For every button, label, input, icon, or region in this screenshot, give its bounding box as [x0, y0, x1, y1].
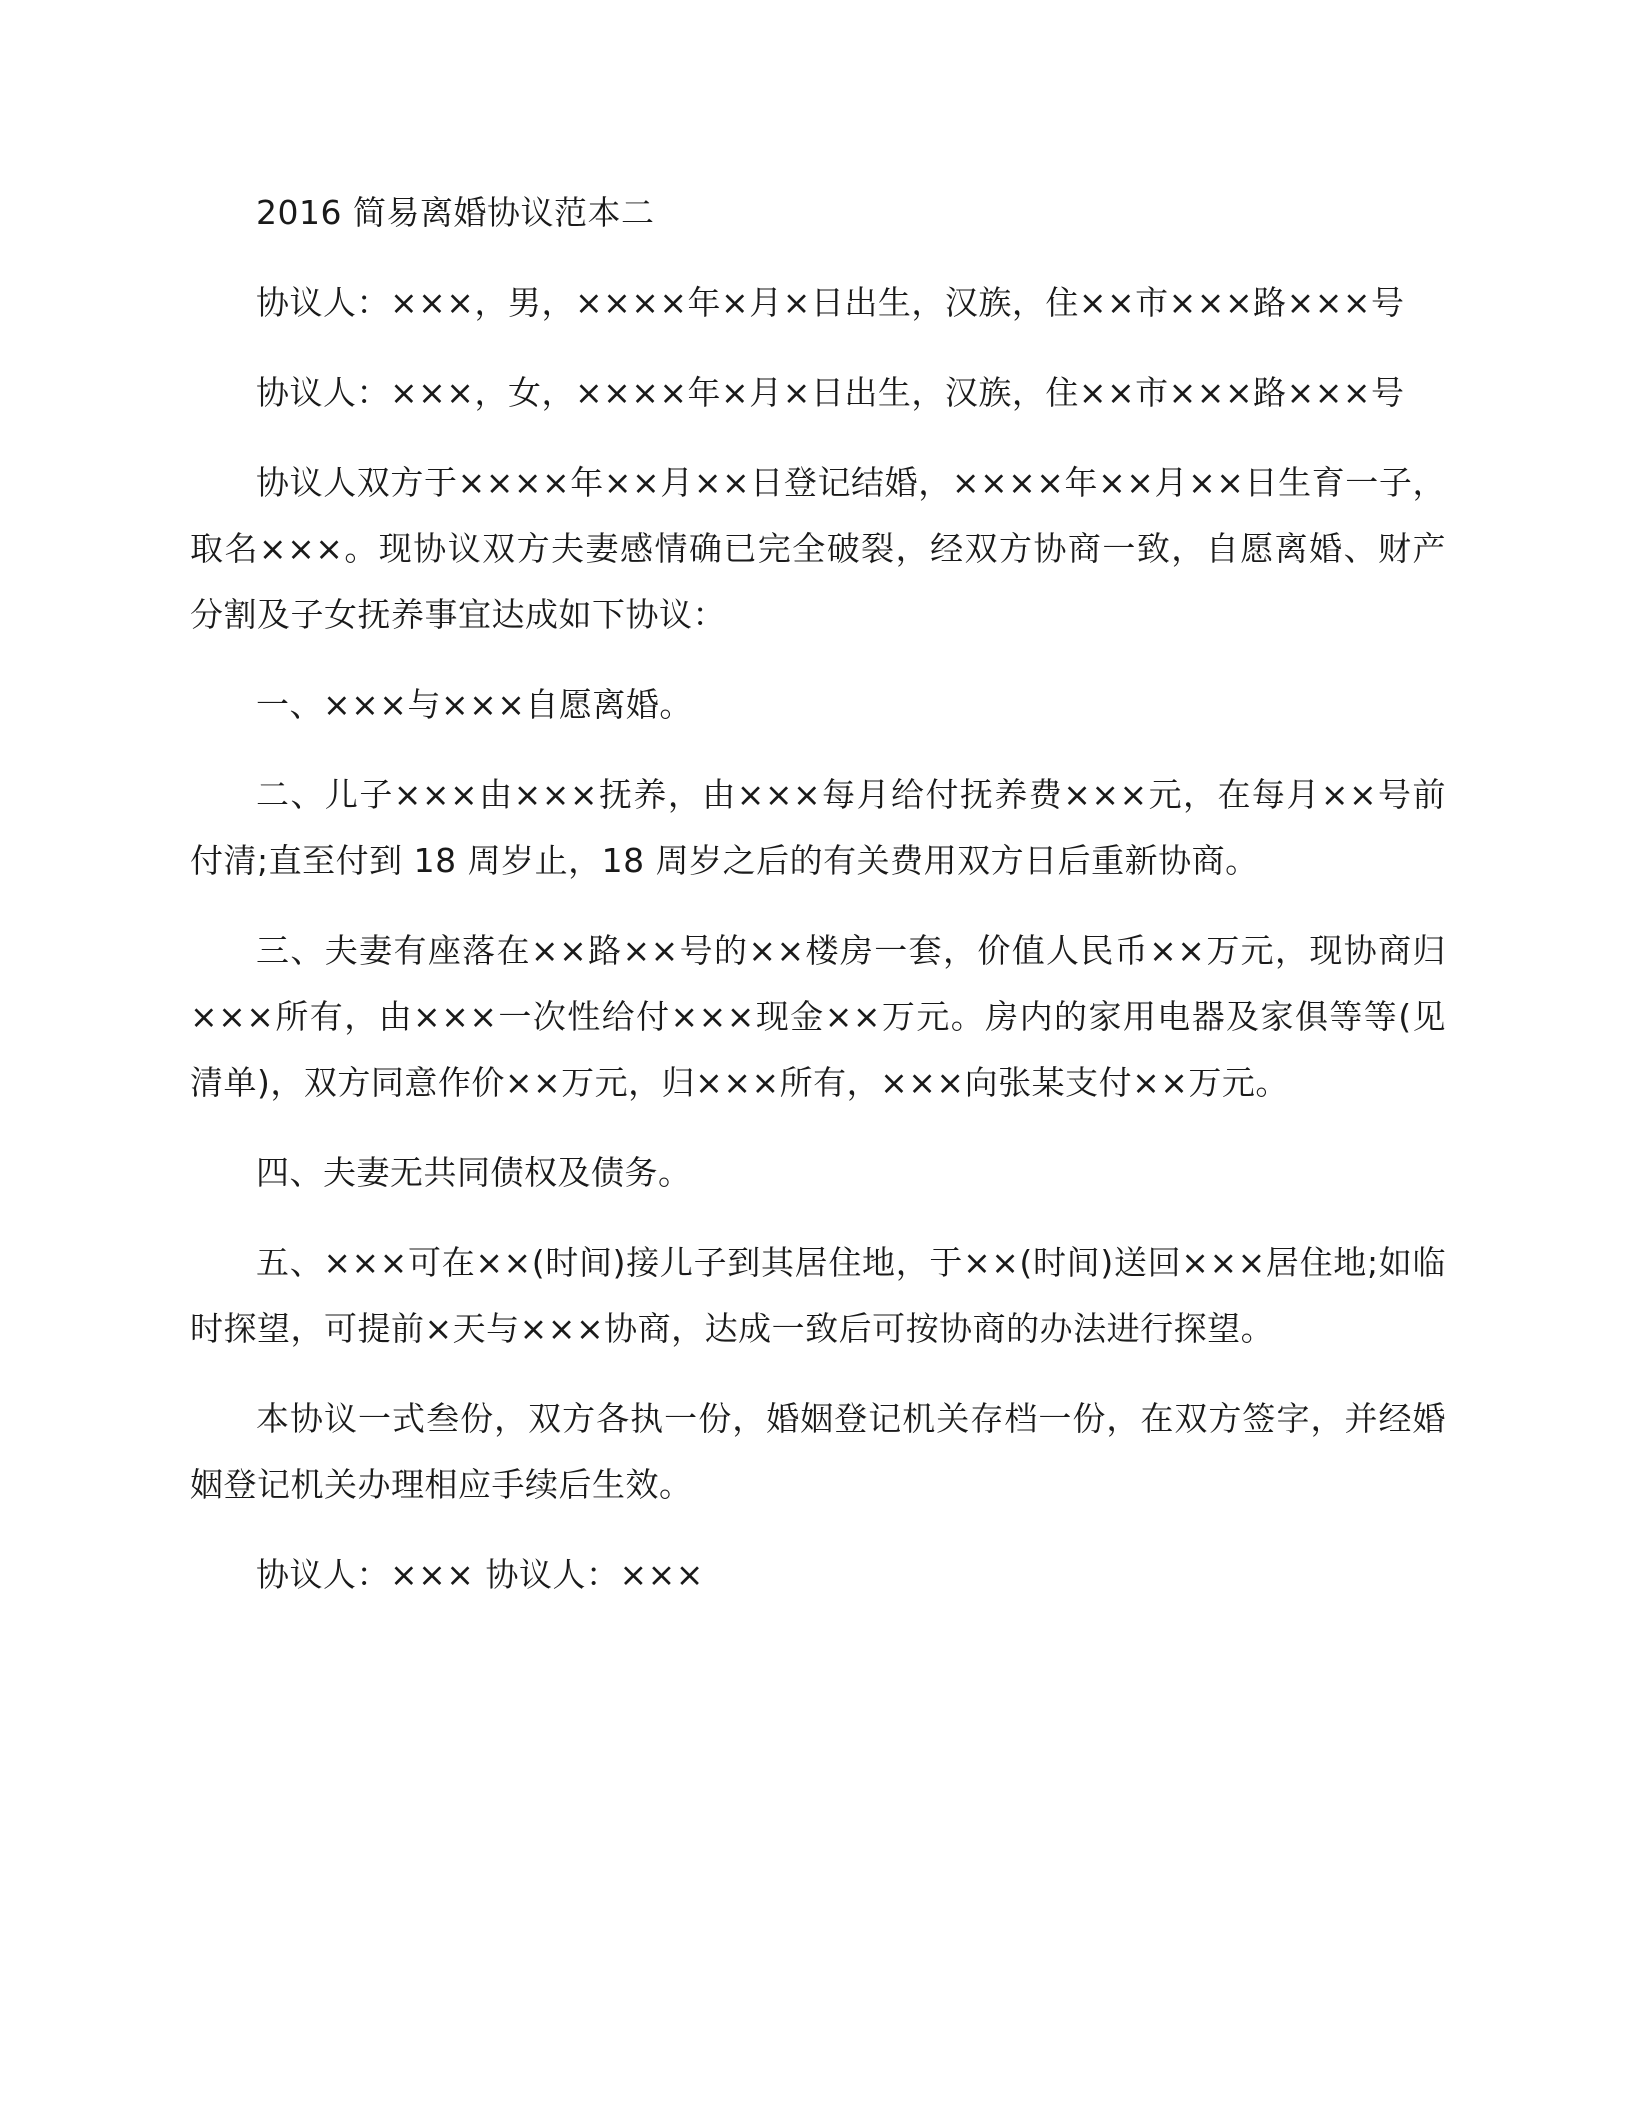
document-body: [190, 180, 1446, 1632]
party-2-info: 协议人：×××，女，××××年×月×日出生，汉族，住××市×××路×××号: [256, 373, 1405, 412]
document-title: 2016 简易离婚协议范本二: [256, 193, 655, 232]
party-1-info: 协议人：×××，男，××××年×月×日出生，汉族，住××市×××路×××号: [256, 283, 1405, 322]
clause-3-property: 三、夫妻有座落在××路××号的××楼房一套，价值人民币××万元，现协商归×××所有，由×××一次性给付×××现金××万元。房内的家用电器及家俱等等(见清单)，双方同意作价××万元，归×××所有，×××向张某支付××万元。: [190, 931, 1446, 1102]
marriage-background: 协议人双方于××××年××月××日登记结婚，××××年××月××日生育一子，取名×××。现协议双方夫妻感情确已完全破裂，经双方协商一致，自愿离婚、财产分割及子女抚养事宜达成如下协议：: [190, 463, 1447, 634]
signature-line: 协议人：××× 协议人：×××: [256, 1555, 704, 1594]
clause-2-child-custody: 二、儿子×××由×××抚养，由×××每月给付抚养费×××元，在每月××号前付清;直至付到 18 周岁止，18 周岁之后的有关费用双方日后重新协商。: [190, 775, 1446, 880]
effectiveness-clause: 本协议一式叁份，双方各执一份，婚姻登记机关存档一份，在双方签字，并经婚姻登记机关办理相应手续后生效。: [190, 1399, 1446, 1504]
clause-4-debts: 四、夫妻无共同债权及债务。: [256, 1153, 692, 1192]
clause-5-visitation: 五、×××可在××(时间)接儿子到其居住地，于××(时间)送回×××居住地;如临时探望，可提前×天与×××协商，达成一致后可按协商的办法进行探望。: [190, 1243, 1446, 1348]
clause-1-divorce: 一、×××与×××自愿离婚。: [256, 685, 693, 724]
